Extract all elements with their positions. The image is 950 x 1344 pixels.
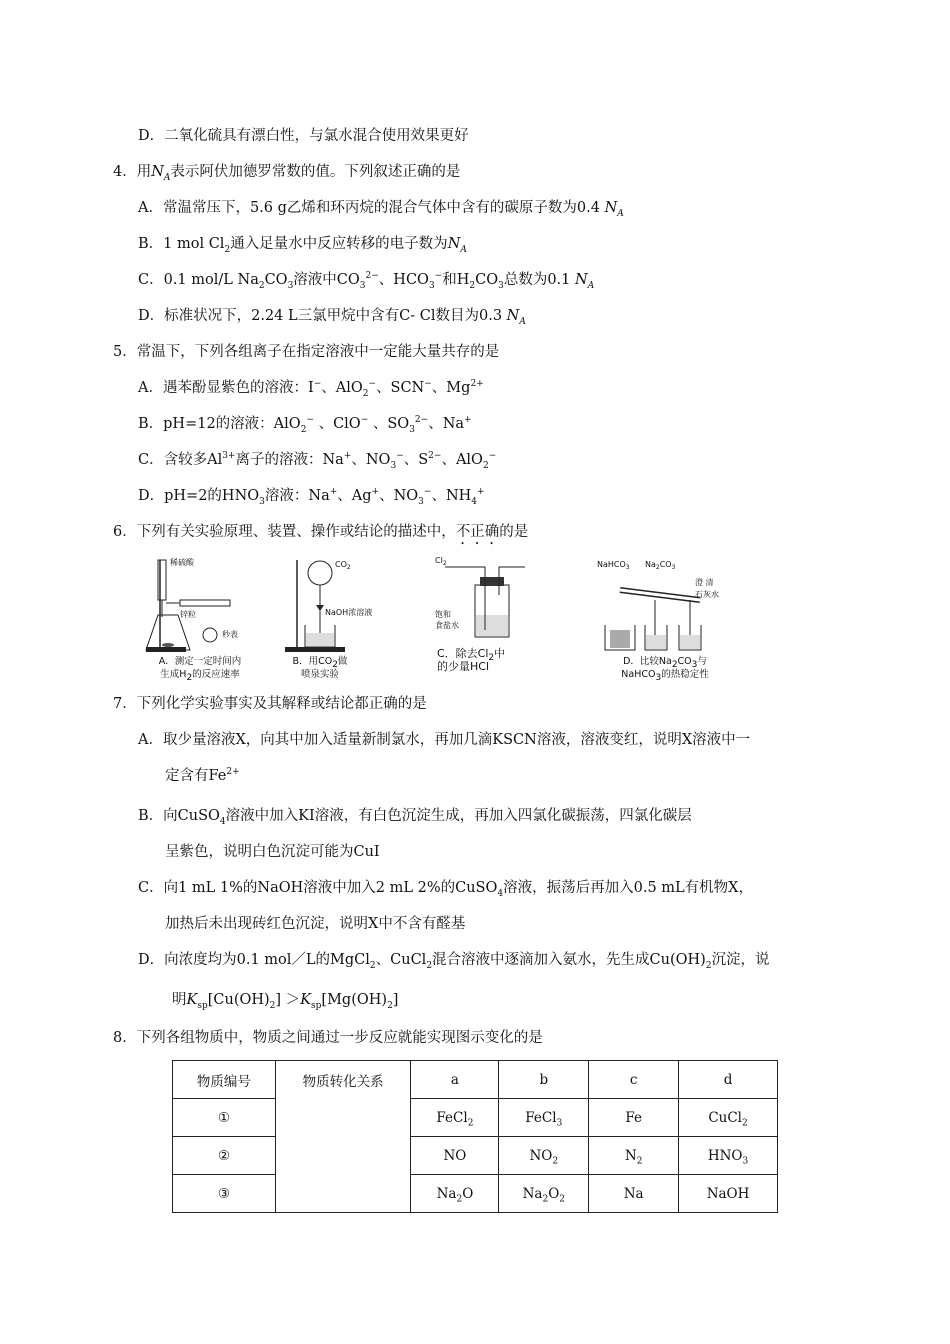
- q7-option-b-line1: B．向CuSO$_4$溶液中加入KI溶液，有白色沉淀生成，再加入四氯化碳振荡，四氯化碳层: [138, 808, 692, 827]
- q4-option-c: C．0.1 mol/L $Na_2CO_3$溶液中$CO_3^{2-}$、$HCO_3^-$和$H_2CO_3$总数为0.1 $N_A$: [138, 271, 595, 291]
- q7-stem: 7．下列化学实验事实及其解释或结论都正确的是: [113, 696, 427, 712]
- cell-a: NO: [411, 1137, 499, 1175]
- label-na2co3: $Na_2CO_3$: [645, 560, 676, 571]
- q8-stem: 8．下列各组物质中，物质之间通过一步反应就能实现图示变化的是: [113, 1030, 543, 1046]
- apparatus-a-drawing: [140, 555, 260, 655]
- label-co2: $CO_2$: [335, 560, 351, 571]
- q7-option-c-line2: 加热后未出现砖红色沉淀，说明X中不含有醛基: [165, 916, 466, 932]
- cell-b: FeCl$_3$: [499, 1099, 589, 1137]
- cell-c: $N_2$: [589, 1137, 679, 1175]
- header-cell: c: [589, 1061, 679, 1099]
- q4-option-a: A．常温常压下，5.6 g乙烯和环丙烷的混合气体中含有的碳原子数为0.4 $N_A$: [138, 200, 624, 219]
- cell-c: Na: [589, 1175, 679, 1213]
- table-row: [173, 1137, 778, 1175]
- label-saturated: 饱和: [435, 610, 451, 619]
- cell-d: $HNO_3$: [679, 1137, 778, 1175]
- label-nahco3: NaHCO$_3$: [597, 560, 630, 571]
- cell-b: $Na_2O_2$: [499, 1175, 589, 1213]
- figure-a-caption: A．测定一定时间内 生成$H_2$的反应速率: [158, 656, 242, 683]
- q7-option-c-line1: C．向1 mL 1%的NaOH溶液中加入2 mL 2%的CuSO$_4$溶液，振荡后再加入0.5 mL有机物X，: [138, 880, 753, 899]
- q5-option-a: A．遇苯酚显紫色的溶液：I−、AlO$_2$−、SCN−、$Mg^{2+}$: [138, 379, 484, 399]
- figure-d-caption: D．比较$Na_2CO_3$与 NaHCO$_3$的热稳定性: [621, 656, 709, 683]
- figure-d: [595, 555, 735, 683]
- label-zinc-granules: 锌粒: [180, 610, 196, 619]
- q7-option-b-line2: 呈紫色，说明白色沉淀可能为CuI: [165, 844, 380, 860]
- table-row: [173, 1175, 778, 1213]
- label-stopwatch: 秒表: [222, 630, 238, 639]
- figure-b-caption: B．用$CO_2$做 喷泉实验: [292, 656, 348, 680]
- cell-d: CuCl$_2$: [679, 1099, 778, 1137]
- header-cell: a: [411, 1061, 499, 1099]
- header-cell: 物质转化关系: [275, 1061, 411, 1099]
- header-cell: 物质编号: [173, 1061, 276, 1099]
- label-dilute-sulfuric-acid: 稀硫酸: [170, 558, 194, 567]
- q4-stem: 4．用$N_A$表示阿伏加德罗常数的值。下列叙述正确的是: [113, 164, 461, 183]
- label-naoh-solution: NaOH浓溶液: [325, 608, 373, 617]
- q4-option-d: D．标准状况下，2.24 L三氯甲烷中含有C- Cl数目为0.3 $N_A$: [138, 308, 526, 327]
- q5-stem: 5．常温下，下列各组离子在指定溶液中一定能大量共存的是: [113, 344, 500, 360]
- table-header-row: [173, 1061, 778, 1099]
- row-number: ③: [173, 1175, 276, 1213]
- header-cell: d: [679, 1061, 778, 1099]
- cell-c: Fe: [589, 1099, 679, 1137]
- row-number: ②: [173, 1137, 276, 1175]
- label-limewater: 石灰水: [695, 590, 719, 599]
- cell-b: $NO_2$: [499, 1137, 589, 1175]
- label-brine: 食盐水: [435, 621, 459, 630]
- cell-d: NaOH: [679, 1175, 778, 1213]
- q3-option-d: D．二氧化硫具有漂白性，与氯水混合使用效果更好: [138, 128, 469, 144]
- figure-c-caption: C．除去$Cl_2$中 的少量HCl: [437, 647, 506, 673]
- cell-a: FeCl$_2$: [411, 1099, 499, 1137]
- header-cell: b: [499, 1061, 589, 1099]
- figure-c: [425, 555, 545, 673]
- q6-stem: 6．下列有关实验原理、装置、操作或结论的描述中，不正确的是: [113, 524, 529, 540]
- q5-option-b: B．pH=12的溶液：AlO$_2$− 、ClO− 、$SO_3^{2-}$、Na+: [138, 415, 472, 435]
- q6-figures: [140, 555, 740, 685]
- table-row: [173, 1099, 778, 1137]
- relation-cell: [275, 1099, 411, 1137]
- label-clear: 澄 清: [695, 578, 714, 587]
- apparatus-d-drawing: [595, 555, 735, 655]
- q7-option-d-line2: 明$K_{sp}[Cu(OH)_2] >K_{sp}[Mg(OH)_2]$: [172, 992, 399, 1011]
- relation-cell: [275, 1137, 411, 1175]
- figure-a: [140, 555, 260, 683]
- relation-cell: [275, 1175, 411, 1213]
- cell-a: $Na_2O$: [411, 1175, 499, 1213]
- q5-option-c: C．含较多$Al^{3+}$离子的溶液：Na+、$NO_3^-$、$S^{2-}$、AlO$_2$−: [138, 451, 497, 471]
- q7-option-a-line2: 定含有$Fe^{2+}$: [165, 767, 240, 784]
- q7-option-a-line1: A．取少量溶液X，向其中加入适量新制氯水，再加几滴KSCN溶液，溶液变红，说明X溶液中一: [138, 732, 751, 748]
- q5-option-d: D．pH=2的$HNO_3$溶液：Na+、Ag+、$NO_3^-$、$NH_4^+$: [138, 487, 485, 507]
- q4-option-b: B．1 mol $Cl_2$通入足量水中反应转移的电子数为$N_A$: [138, 236, 467, 255]
- apparatus-b-drawing: [275, 555, 395, 655]
- q7-option-d-line1: D．向浓度均为0.1 mol／L的MgCl$_2$、CuCl$_2$混合溶液中逐滴加入氨水，先生成$Cu(OH)_2$沉淀，说: [138, 952, 770, 971]
- figure-b: [275, 555, 395, 680]
- q8-table: [172, 1060, 778, 1213]
- label-cl2: $Cl_2$: [435, 556, 447, 567]
- apparatus-c-drawing: [425, 555, 545, 645]
- row-number: ①: [173, 1099, 276, 1137]
